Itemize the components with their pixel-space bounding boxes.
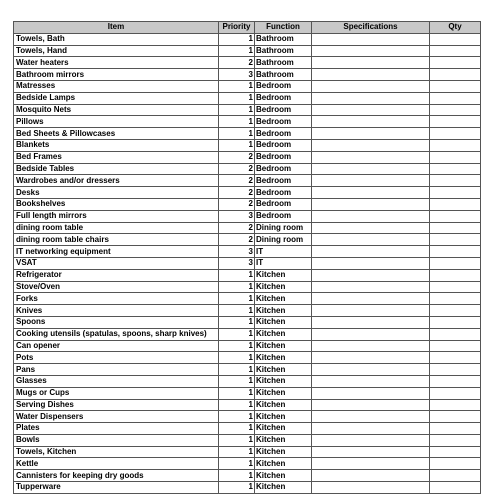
- cell-specifications[interactable]: [312, 482, 430, 494]
- cell-specifications[interactable]: [312, 293, 430, 305]
- cell-priority[interactable]: 1: [219, 340, 255, 352]
- cell-priority[interactable]: 1: [219, 352, 255, 364]
- cell-qty[interactable]: [430, 482, 481, 494]
- cell-qty[interactable]: [430, 151, 481, 163]
- cell-function[interactable]: Bedroom: [255, 187, 312, 199]
- cell-qty[interactable]: [430, 434, 481, 446]
- cell-priority[interactable]: 1: [219, 375, 255, 387]
- cell-function[interactable]: Kitchen: [255, 352, 312, 364]
- cell-qty[interactable]: [430, 352, 481, 364]
- cell-item[interactable]: Plates: [14, 423, 219, 435]
- table-row: [14, 198, 481, 210]
- table-row: [14, 434, 481, 446]
- cell-item[interactable]: Stove/Oven: [14, 281, 219, 293]
- table-row: [14, 222, 481, 234]
- cell-priority[interactable]: 1: [219, 316, 255, 328]
- table-row: [14, 399, 481, 411]
- cell-function[interactable]: Bedroom: [255, 198, 312, 210]
- cell-qty[interactable]: [430, 116, 481, 128]
- cell-qty[interactable]: [430, 458, 481, 470]
- cell-specifications[interactable]: [312, 246, 430, 258]
- cell-function[interactable]: Kitchen: [255, 399, 312, 411]
- header-function[interactable]: Function: [255, 22, 312, 34]
- cell-priority[interactable]: 1: [219, 45, 255, 57]
- cell-specifications[interactable]: [312, 411, 430, 423]
- cell-specifications[interactable]: [312, 399, 430, 411]
- cell-priority[interactable]: 1: [219, 281, 255, 293]
- table-row: [14, 45, 481, 57]
- cell-priority[interactable]: 2: [219, 175, 255, 187]
- cell-function[interactable]: Bedroom: [255, 175, 312, 187]
- cell-specifications[interactable]: [312, 269, 430, 281]
- cell-item[interactable]: Tupperware: [14, 482, 219, 494]
- cell-function[interactable]: Kitchen: [255, 269, 312, 281]
- cell-function[interactable]: Kitchen: [255, 411, 312, 423]
- cell-item[interactable]: dining room table chairs: [14, 234, 219, 246]
- cell-item[interactable]: Water heaters: [14, 57, 219, 69]
- table-row: [14, 80, 481, 92]
- cell-item[interactable]: Serving Dishes: [14, 399, 219, 411]
- cell-qty[interactable]: [430, 175, 481, 187]
- cell-item[interactable]: Wardrobes and/or dressers: [14, 175, 219, 187]
- items-table: [13, 21, 481, 494]
- cell-item[interactable]: Desks: [14, 187, 219, 199]
- table-row: [14, 151, 481, 163]
- cell-qty[interactable]: [430, 187, 481, 199]
- table-row: [14, 33, 481, 45]
- table-row: [14, 387, 481, 399]
- table-row: [14, 423, 481, 435]
- cell-specifications[interactable]: [312, 458, 430, 470]
- cell-function[interactable]: Kitchen: [255, 328, 312, 340]
- table-row: [14, 293, 481, 305]
- cell-priority[interactable]: 2: [219, 151, 255, 163]
- header-row: [14, 22, 481, 34]
- cell-priority[interactable]: 1: [219, 328, 255, 340]
- table-row: [14, 340, 481, 352]
- table-row: [14, 92, 481, 104]
- cell-function[interactable]: Kitchen: [255, 305, 312, 317]
- cell-priority[interactable]: 1: [219, 482, 255, 494]
- cell-item[interactable]: Kettle: [14, 458, 219, 470]
- cell-specifications[interactable]: [312, 316, 430, 328]
- cell-qty[interactable]: [430, 33, 481, 45]
- cell-specifications[interactable]: [312, 104, 430, 116]
- cell-priority[interactable]: 1: [219, 293, 255, 305]
- table-row: [14, 305, 481, 317]
- table-row: [14, 128, 481, 140]
- table-row: [14, 446, 481, 458]
- cell-item[interactable]: Refrigerator: [14, 269, 219, 281]
- cell-priority[interactable]: 2: [219, 163, 255, 175]
- cell-specifications[interactable]: [312, 257, 430, 269]
- header-specifications[interactable]: Specifications: [312, 22, 430, 34]
- cell-qty[interactable]: [430, 316, 481, 328]
- cell-function[interactable]: Bedroom: [255, 128, 312, 140]
- cell-function[interactable]: Kitchen: [255, 423, 312, 435]
- cell-qty[interactable]: [430, 104, 481, 116]
- cell-priority[interactable]: 1: [219, 128, 255, 140]
- cell-qty[interactable]: [430, 375, 481, 387]
- table-row: [14, 57, 481, 69]
- cell-specifications[interactable]: [312, 116, 430, 128]
- cell-item[interactable]: Mosquito Nets: [14, 104, 219, 116]
- cell-qty[interactable]: [430, 234, 481, 246]
- cell-item[interactable]: Cannisters for keeping dry goods: [14, 470, 219, 482]
- cell-specifications[interactable]: [312, 340, 430, 352]
- cell-function[interactable]: Bathroom: [255, 69, 312, 81]
- cell-function[interactable]: Kitchen: [255, 434, 312, 446]
- cell-item[interactable]: Matresses: [14, 80, 219, 92]
- cell-priority[interactable]: 3: [219, 246, 255, 258]
- cell-item[interactable]: Pots: [14, 352, 219, 364]
- table-row: [14, 69, 481, 81]
- cell-qty[interactable]: [430, 57, 481, 69]
- cell-item[interactable]: Bathroom mirrors: [14, 69, 219, 81]
- cell-priority[interactable]: 1: [219, 399, 255, 411]
- cell-qty[interactable]: [430, 257, 481, 269]
- cell-function[interactable]: Bathroom: [255, 45, 312, 57]
- cell-qty[interactable]: [430, 198, 481, 210]
- cell-priority[interactable]: 2: [219, 198, 255, 210]
- cell-priority[interactable]: 1: [219, 423, 255, 435]
- table-row: [14, 482, 481, 494]
- cell-qty[interactable]: [430, 80, 481, 92]
- cell-function[interactable]: Kitchen: [255, 340, 312, 352]
- cell-item[interactable]: Cooking utensils (spatulas, spoons, sharp knives): [14, 328, 219, 340]
- cell-priority[interactable]: 1: [219, 411, 255, 423]
- cell-qty[interactable]: [430, 446, 481, 458]
- header-priority[interactable]: Priority: [219, 22, 255, 34]
- cell-specifications[interactable]: [312, 352, 430, 364]
- table-row: [14, 257, 481, 269]
- cell-qty[interactable]: [430, 210, 481, 222]
- cell-priority[interactable]: 1: [219, 387, 255, 399]
- cell-specifications[interactable]: [312, 175, 430, 187]
- cell-function[interactable]: Dining room: [255, 234, 312, 246]
- cell-specifications[interactable]: [312, 57, 430, 69]
- table-row: [14, 269, 481, 281]
- cell-priority[interactable]: 2: [219, 57, 255, 69]
- table-row: [14, 104, 481, 116]
- cell-specifications[interactable]: [312, 375, 430, 387]
- cell-specifications[interactable]: [312, 163, 430, 175]
- table-row: [14, 116, 481, 128]
- cell-qty[interactable]: [430, 128, 481, 140]
- cell-priority[interactable]: 1: [219, 92, 255, 104]
- table-row: [14, 139, 481, 151]
- cell-function[interactable]: Kitchen: [255, 482, 312, 494]
- cell-qty[interactable]: [430, 45, 481, 57]
- cell-specifications[interactable]: [312, 80, 430, 92]
- cell-priority[interactable]: 1: [219, 305, 255, 317]
- cell-item[interactable]: VSAT: [14, 257, 219, 269]
- cell-specifications[interactable]: [312, 281, 430, 293]
- cell-item[interactable]: Bookshelves: [14, 198, 219, 210]
- cell-priority[interactable]: 1: [219, 458, 255, 470]
- cell-qty[interactable]: [430, 387, 481, 399]
- cell-specifications[interactable]: [312, 151, 430, 163]
- cell-function[interactable]: Bathroom: [255, 33, 312, 45]
- table-row: [14, 375, 481, 387]
- cell-qty[interactable]: [430, 328, 481, 340]
- cell-item[interactable]: Bed Sheets & Pillowcases: [14, 128, 219, 140]
- table-row: [14, 175, 481, 187]
- cell-specifications[interactable]: [312, 33, 430, 45]
- cell-function[interactable]: Kitchen: [255, 446, 312, 458]
- table-row: [14, 352, 481, 364]
- cell-item[interactable]: Mugs or Cups: [14, 387, 219, 399]
- cell-specifications[interactable]: [312, 423, 430, 435]
- cell-priority[interactable]: 1: [219, 104, 255, 116]
- cell-function[interactable]: Kitchen: [255, 316, 312, 328]
- cell-specifications[interactable]: [312, 45, 430, 57]
- cell-qty[interactable]: [430, 293, 481, 305]
- cell-priority[interactable]: 1: [219, 139, 255, 151]
- cell-item[interactable]: Towels, Bath: [14, 33, 219, 45]
- cell-qty[interactable]: [430, 364, 481, 376]
- cell-priority[interactable]: 1: [219, 33, 255, 45]
- cell-specifications[interactable]: [312, 92, 430, 104]
- cell-function[interactable]: Bedroom: [255, 116, 312, 128]
- cell-specifications[interactable]: [312, 187, 430, 199]
- cell-specifications[interactable]: [312, 128, 430, 140]
- cell-item[interactable]: Bedside Lamps: [14, 92, 219, 104]
- cell-priority[interactable]: 1: [219, 116, 255, 128]
- table-row: [14, 328, 481, 340]
- cell-priority[interactable]: 2: [219, 234, 255, 246]
- cell-function[interactable]: Bedroom: [255, 104, 312, 116]
- cell-item[interactable]: Towels, Hand: [14, 45, 219, 57]
- cell-qty[interactable]: [430, 340, 481, 352]
- cell-function[interactable]: Bedroom: [255, 80, 312, 92]
- cell-function[interactable]: Kitchen: [255, 458, 312, 470]
- table-row: [14, 411, 481, 423]
- cell-item[interactable]: Bed Frames: [14, 151, 219, 163]
- cell-item[interactable]: IT networking equipment: [14, 246, 219, 258]
- cell-priority[interactable]: 2: [219, 222, 255, 234]
- cell-specifications[interactable]: [312, 139, 430, 151]
- cell-priority[interactable]: 2: [219, 187, 255, 199]
- cell-qty[interactable]: [430, 281, 481, 293]
- table-row: [14, 364, 481, 376]
- cell-function[interactable]: Kitchen: [255, 387, 312, 399]
- cell-item[interactable]: dining room table: [14, 222, 219, 234]
- table-row: [14, 458, 481, 470]
- cell-item[interactable]: Full length mirrors: [14, 210, 219, 222]
- cell-specifications[interactable]: [312, 446, 430, 458]
- cell-item[interactable]: Towels, Kitchen: [14, 446, 219, 458]
- cell-qty[interactable]: [430, 423, 481, 435]
- cell-specifications[interactable]: [312, 234, 430, 246]
- cell-qty[interactable]: [430, 269, 481, 281]
- cell-specifications[interactable]: [312, 210, 430, 222]
- cell-item[interactable]: Blankets: [14, 139, 219, 151]
- cell-priority[interactable]: 1: [219, 269, 255, 281]
- cell-function[interactable]: Bedroom: [255, 210, 312, 222]
- cell-function[interactable]: Kitchen: [255, 281, 312, 293]
- cell-function[interactable]: Bathroom: [255, 57, 312, 69]
- cell-specifications[interactable]: [312, 387, 430, 399]
- cell-specifications[interactable]: [312, 198, 430, 210]
- cell-function[interactable]: Bedroom: [255, 163, 312, 175]
- cell-qty[interactable]: [430, 411, 481, 423]
- cell-qty[interactable]: [430, 399, 481, 411]
- cell-item[interactable]: Glasses: [14, 375, 219, 387]
- table-row: [14, 246, 481, 258]
- table-row: [14, 281, 481, 293]
- cell-qty[interactable]: [430, 246, 481, 258]
- cell-function[interactable]: Bedroom: [255, 92, 312, 104]
- cell-qty[interactable]: [430, 163, 481, 175]
- cell-qty[interactable]: [430, 305, 481, 317]
- cell-priority[interactable]: 1: [219, 446, 255, 458]
- cell-priority[interactable]: 3: [219, 69, 255, 81]
- cell-item[interactable]: Pillows: [14, 116, 219, 128]
- cell-qty[interactable]: [430, 222, 481, 234]
- header-qty[interactable]: Qty: [430, 22, 481, 34]
- cell-item[interactable]: Knives: [14, 305, 219, 317]
- cell-item[interactable]: Bowls: [14, 434, 219, 446]
- cell-item[interactable]: Can opener: [14, 340, 219, 352]
- cell-priority[interactable]: 1: [219, 364, 255, 376]
- cell-priority[interactable]: 1: [219, 80, 255, 92]
- cell-priority[interactable]: 1: [219, 434, 255, 446]
- spreadsheet: [13, 21, 481, 494]
- cell-item[interactable]: Spoons: [14, 316, 219, 328]
- cell-qty[interactable]: [430, 470, 481, 482]
- table-row: [14, 470, 481, 482]
- cell-item[interactable]: Water Dispensers: [14, 411, 219, 423]
- cell-specifications[interactable]: [312, 328, 430, 340]
- cell-function[interactable]: Kitchen: [255, 364, 312, 376]
- cell-qty[interactable]: [430, 139, 481, 151]
- cell-function[interactable]: Dining room: [255, 222, 312, 234]
- cell-function[interactable]: Kitchen: [255, 470, 312, 482]
- table-body: [14, 33, 481, 493]
- table-row: [14, 234, 481, 246]
- cell-item[interactable]: Forks: [14, 293, 219, 305]
- cell-priority[interactable]: 3: [219, 210, 255, 222]
- table-row: [14, 163, 481, 175]
- cell-function[interactable]: Bedroom: [255, 151, 312, 163]
- cell-function[interactable]: IT: [255, 257, 312, 269]
- cell-specifications[interactable]: [312, 470, 430, 482]
- cell-priority[interactable]: 1: [219, 470, 255, 482]
- cell-specifications[interactable]: [312, 364, 430, 376]
- cell-function[interactable]: Kitchen: [255, 375, 312, 387]
- table-row: [14, 316, 481, 328]
- cell-function[interactable]: IT: [255, 246, 312, 258]
- table-row: [14, 210, 481, 222]
- cell-specifications[interactable]: [312, 69, 430, 81]
- cell-specifications[interactable]: [312, 222, 430, 234]
- cell-function[interactable]: Kitchen: [255, 293, 312, 305]
- cell-priority[interactable]: 3: [219, 257, 255, 269]
- cell-function[interactable]: Bedroom: [255, 139, 312, 151]
- table-row: [14, 187, 481, 199]
- cell-qty[interactable]: [430, 69, 481, 81]
- cell-item[interactable]: Bedside Tables: [14, 163, 219, 175]
- cell-qty[interactable]: [430, 92, 481, 104]
- cell-specifications[interactable]: [312, 305, 430, 317]
- cell-specifications[interactable]: [312, 434, 430, 446]
- cell-item[interactable]: Pans: [14, 364, 219, 376]
- header-item[interactable]: Item: [14, 22, 219, 34]
